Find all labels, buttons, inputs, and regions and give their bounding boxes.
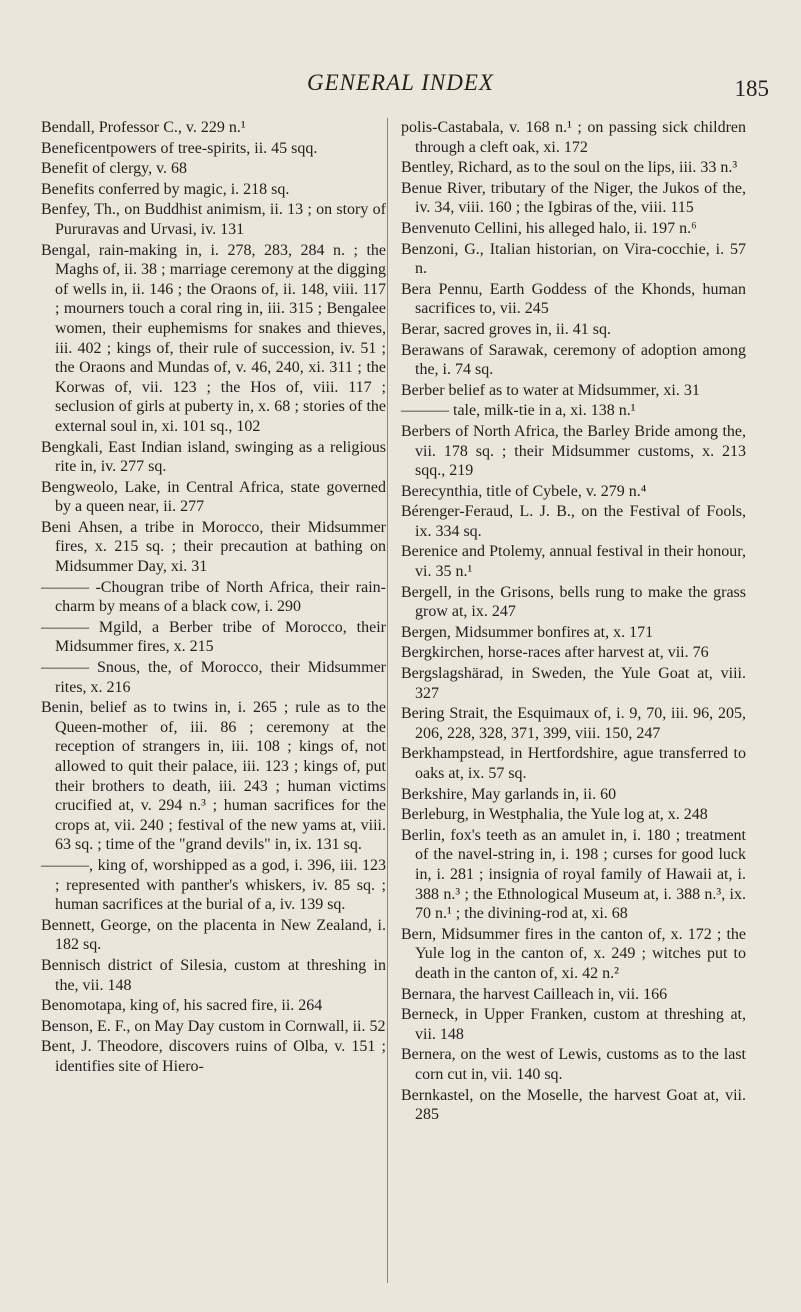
- index-entry: Benue River, tributary of the Niger, the Jukos of the, iv. 34, viii. 160 ; the Igbiras of the, viii. 115: [401, 179, 746, 217]
- index-entry: Benfey, Th., on Buddhist animism, ii. 13 ; on story of Pururavas and Urvasi, iv. 131: [41, 201, 386, 238]
- index-entry: ——— -Chougran tribe of North Africa, their rain-charm by means of a black cow, i. 290: [41, 578, 386, 616]
- index-entry: Beni Ahsen, a tribe in Morocco, their Midsummer fires, x. 215 sq. ; their precaution at bathing on Midsummer Day, xi. 31: [41, 518, 386, 576]
- index-entry: Beneficentpowers of tree-spirits, ii. 45 sqq.: [41, 139, 318, 157]
- index-entry: Berawans of Sarawak, ceremony of adoption among the, i. 74 sq.: [401, 341, 746, 379]
- index-entry: Bern, Midsummer fires in the canton of, x. 172 ; the Yule log in the canton of, x. 249 ; witches put to death in the canton of, xi. 42 n.²: [401, 925, 746, 982]
- index-entry: Bentley, Richard, as to the soul on the lips, iii. 33 n.³: [401, 159, 738, 177]
- index-entry: Berber belief as to water at Midsummer, xi. 31: [401, 381, 700, 399]
- index-entry: Bergell, in the Grisons, bells rung to make the grass grow at, ix. 247: [401, 583, 746, 621]
- right-column: [401, 118, 746, 1126]
- index-entry: Berneck, in Upper Franken, custom at threshing at, vii. 148: [401, 1006, 746, 1043]
- index-entry: Bengal, rain-making in, i. 278, 283, 284 n. ; the Maghs of, ii. 38 ; marriage ceremony at the digging of wells in, ii. 146 ; the Oraons of, ii. 148, viii. 117 ; mourners touch a coral ring in, iii. 315 ; Bengalee women, their euphemisms for snakes and thieves, iii. 402 ; kings of, their rule of succession, iv. 51 ; the Oraons and Mundas of, v. 46, 240, xi. 311 ; the Korwas of, vii. 123 ; the Hos of, viii. 117 ; seclusion of girls at puberty in, x. 68 ; stories of the external soul in, xi. 101 sq., 102: [41, 241, 386, 435]
- index-entry: Bengweolo, Lake, in Central Africa, state governed by a queen near, ii. 277: [41, 478, 386, 516]
- index-entry: ———, king of, worshipped as a god, i. 396, iii. 123 ; represented with panther's whiskers, iv. 85 sq. ; human sacrifices at the burial of a, iv. 139 sq.: [41, 856, 386, 914]
- running-head: GENERAL INDEX: [307, 70, 494, 95]
- index-entry: Bergslagshärad, in Sweden, the Yule Goat at, viii. 327: [401, 665, 746, 702]
- left-column: [41, 118, 386, 1078]
- index-entry: Benefits conferred by magic, i. 218 sq.: [41, 180, 290, 198]
- index-entry: Bernara, the harvest Cailleach in, vii. 166: [401, 985, 668, 1003]
- index-entry: Berbers of North Africa, the Barley Bride among the, vii. 178 sq. ; their Midsummer customs, x. 213 sqq., 219: [401, 422, 746, 480]
- index-entry: Bérenger-Feraud, L. J. B., on the Festival of Fools, ix. 334 sq.: [401, 503, 746, 540]
- page-number: 185: [734, 76, 769, 101]
- index-entry: Bennisch district of Silesia, custom at threshing in the, vii. 148: [41, 956, 386, 994]
- index-entry: Benefit of clergy, v. 68: [41, 160, 188, 178]
- index-entry: Bergkirchen, horse-races after harvest at, vii. 76: [401, 644, 709, 662]
- index-entry: Bering Strait, the Esquimaux of, i. 9, 70, iii. 96, 205, 206, 228, 328, 371, 399, viii. 150, 247: [401, 705, 746, 742]
- index-entry: Benin, belief as to twins in, i. 265 ; rule as to the Queen-mother of, iii. 86 ; ceremony at the reception of strangers in, iii. 108 ; kings of, not allowed to quit their palace, iii. 123 ; kings of, put their brothers to death, iii. 243 ; human victims crucified at, v. 294 n.³ ; human sacrifices for the crops at, vii. 240 ; festival of the new yams at, viii. 63 sq. ; time of the "grand devils" in, ix. 131 sq.: [41, 699, 386, 854]
- index-entry: ——— Mgild, a Berber tribe of Morocco, their Midsummer fires, x. 215: [41, 618, 386, 656]
- index-entry: Bera Pennu, Earth Goddess of the Khonds, human sacrifices to, vii. 245: [401, 280, 746, 318]
- index-entry: Bernkastel, on the Moselle, the harvest Goat at, vii. 285: [401, 1086, 746, 1124]
- index-entry: Bergen, Midsummer bonfires at, x. 171: [401, 623, 654, 641]
- index-entry: Berleburg, in Westphalia, the Yule log at, x. 248: [401, 806, 708, 824]
- index-entry: Benvenuto Cellini, his alleged halo, ii. 197 n.⁶: [401, 219, 697, 237]
- index-entry: Berlin, fox's teeth as an amulet in, i. 180 ; treatment of the navel-string in, i. 198 ; curses for good luck in, i. 281 ; insignia of royal family of Hawaii at, i. 388 n.³ ; the Ethnological Museum at, i. 388 n.³, ix. 70 n.¹ ; the divining-rod at, xi. 68: [401, 826, 746, 923]
- index-entry: Benomotapa, king of, his sacred fire, ii. 264: [41, 997, 323, 1015]
- index-entry: Berar, sacred groves in, ii. 41 sq.: [401, 320, 611, 338]
- index-entry: Berenice and Ptolemy, annual festival in their honour, vi. 35 n.¹: [401, 543, 746, 581]
- index-entry: polis-Castabala, v. 168 n.¹ ; on passing sick children through a cleft oak, xi. 172: [401, 119, 746, 156]
- index-entry: Bernera, on the west of Lewis, customs as to the last corn cut in, vii. 140 sq.: [401, 1046, 746, 1083]
- index-entry: Bendall, Professor C., v. 229 n.¹: [41, 119, 246, 136]
- index-entry: Bennett, George, on the placenta in New Zealand, i. 182 sq.: [41, 916, 386, 954]
- index-entry: Berkshire, May garlands in, ii. 60: [401, 785, 617, 803]
- index-entry: Bent, J. Theodore, discovers ruins of Olba, v. 151 ; identifies site of Hiero-: [41, 1038, 386, 1075]
- index-entry: Benson, E. F., on May Day custom in Cornwall, ii. 52: [41, 1017, 386, 1035]
- index-entry: Benzoni, G., Italian historian, on Vira-cocchie, i. 57 n.: [401, 240, 746, 278]
- index-entry: Bengkali, East Indian island, swinging as a religious rite in, iv. 277 sq.: [41, 438, 386, 476]
- column-divider: [387, 118, 388, 1283]
- index-entry: Berecynthia, title of Cybele, v. 279 n.⁴: [401, 482, 647, 500]
- index-entry: ——— tale, milk-tie in a, xi. 138 n.¹: [401, 402, 636, 420]
- index-entry: ——— Snous, the, of Morocco, their Midsummer rites, x. 216: [41, 659, 386, 696]
- index-entry: Berkhampstead, in Hertfordshire, ague transferred to oaks at, ix. 57 sq.: [401, 745, 746, 782]
